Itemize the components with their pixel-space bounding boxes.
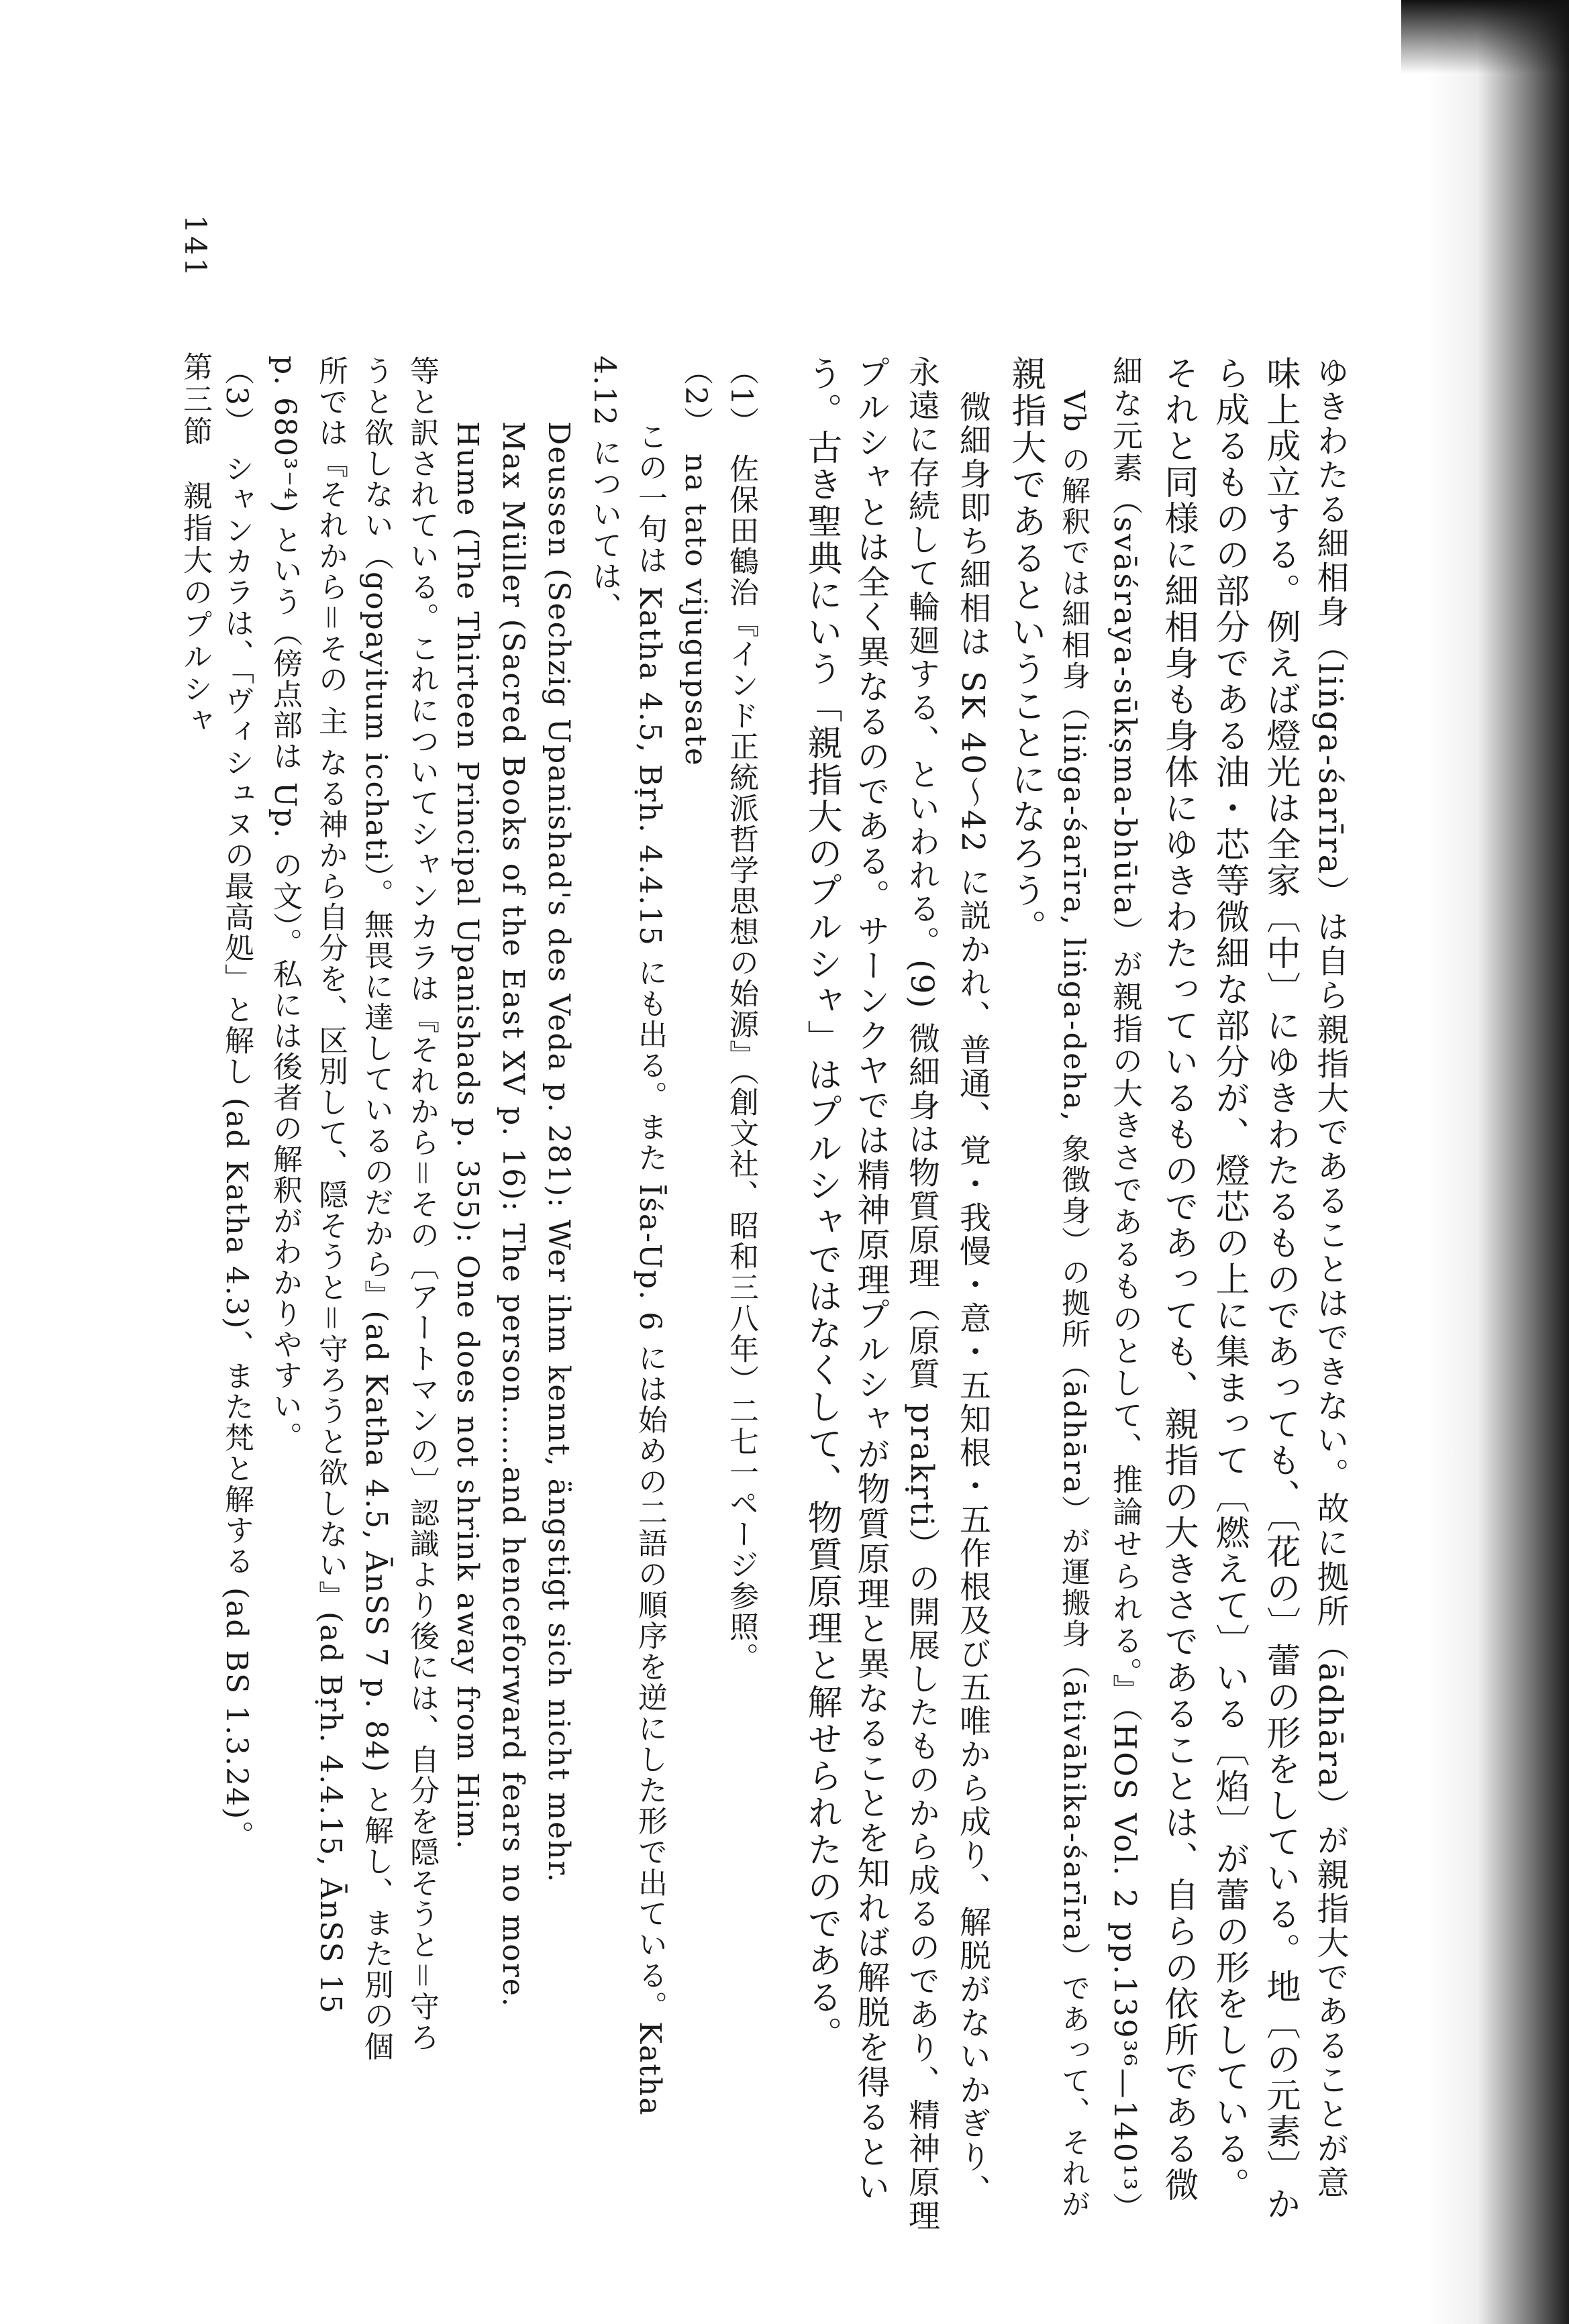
note-line-7: Hume (The Thirteen Principal Upanishads p. 355): One does not shrink away from Him.: [450, 390, 485, 1851]
body-line-2: 味上成立する。例えば燈光は全家〔中〕にゆきわたるものであっても、〔花の〕蕾の形をしている。地〔の元素〕か: [1260, 356, 1300, 2223]
header-text: [173, 215, 216, 738]
body-line-7: 親指大であるということになろう。: [1005, 356, 1046, 946]
scan-edge-corner: [1401, 0, 1569, 74]
body-line-9: 永遠に存続して輪廻する、といわれる。(9) 微細身は物質原理（原質 prakṛti）の開展したものから成るのであり、精神原理: [903, 356, 940, 2233]
body-line-4: それと同様に細相身も身体にゆきわたっているものであっても、親指の大きさであることは、自らの依所である微: [1158, 356, 1198, 2203]
body-line-8: 微細身即ち細相は SK 40〜42 に説かれ、普通、覚・我慢・意・五知根・五作根及び五唯から成り、解脱がないかぎり、: [954, 390, 991, 2208]
note-line-1: （1） 佐保田鶴治『インド正統派哲学思想の始源』（創文社、昭和三八年）二七一ページ参照。: [724, 356, 758, 1673]
section-title: 第三節 親指大のプルシャ: [178, 351, 212, 738]
note-line-9: うと欲しない（gopayitum icchati）。無畏に達しているのだから』(ad Katha 4.5, ĀnSS 7 p. 84) と解し、また別の個: [359, 356, 393, 2062]
body-line-5: 細な元素（svāśraya-sūkṣma-bhūta）が親指の大きさであるものとして、推論せられる。』（HOS Vol. 2 pp.139³⁶—140¹³）: [1107, 356, 1143, 2225]
body-line-3: ら成るものの部分である油・芯等微細な部分が、燈芯の上に集まって〔燃えて〕いる〔焰〕が蕾の形をしている。: [1209, 356, 1249, 2203]
running-header: [173, 215, 227, 738]
scan-edge-shadow: [1428, 0, 1569, 2324]
body-line-6: Vb の解釈では細相身（liṅga-śarīra, liṅga-deha, 象徴身）の拠所（ādhāra）が運搬身（ātivāhika-śarīra）であって、それが: [1057, 390, 1091, 2221]
note-line-6: Max Müller (Sacred Books of the East XV p. 16): The person……and henceforward fears no more.: [496, 390, 530, 2008]
note-line-8: 等と訳されている。これについてシャンカラは『それから＝その〔アートマンの〕認識より後には、自分を隠そうと＝守ろ: [405, 356, 439, 2053]
note-line-4: 4.12 については、: [587, 356, 621, 623]
note-line-2: （2） na tato vijugupsate: [678, 356, 713, 767]
note-line-11: p. 680³⁻⁴) という（傍点部は Up. の文）。私には後者の解釈がわかりやすい。: [268, 356, 302, 1452]
body-line-11: う。古き聖典にいう「親指大のプルシャ」はプルシャではなくして、物質原理と解せられたのである。: [801, 356, 842, 2053]
note-line-5: Deussen (Sechzig Upanishad's des Veda p. 281): Wer ihm kennt, ängstigt sich nicht mehr.: [542, 390, 576, 1884]
body-line-10: プルシャとは全く異なるのである。サーンクヤでは精神原理プルシャが物質原理と異なることを知れば解脱を得るとい: [852, 356, 891, 2205]
note-line-12: （3） シャンカラは、「ヴィシュヌの最高処」と解し (ad Katha 4.3)、また梵と解する (ad BS 1.3.24)。: [219, 356, 254, 1852]
note-line-10: 所では『それから＝その 主 なる神から自分を、区別して、隠そうと＝守ろうと欲しない』(ad Bṛh. 4.4.15, ĀnSS 15: [313, 356, 348, 2015]
body-line-1: ゆきわたる細相身（liṅga-śarīra）は自ら親指大であることはできない。故に拠所（ādhāra）が親指大であることが意: [1311, 356, 1349, 2200]
note-line-3: この一句は Katha 4.5, Bṛh. 4.4.15 にも出る。また Īśa-Up. 6 には始めの二語の順序を逆にした形で出ている。Katha: [633, 390, 667, 2117]
page-number: 141: [178, 215, 212, 279]
